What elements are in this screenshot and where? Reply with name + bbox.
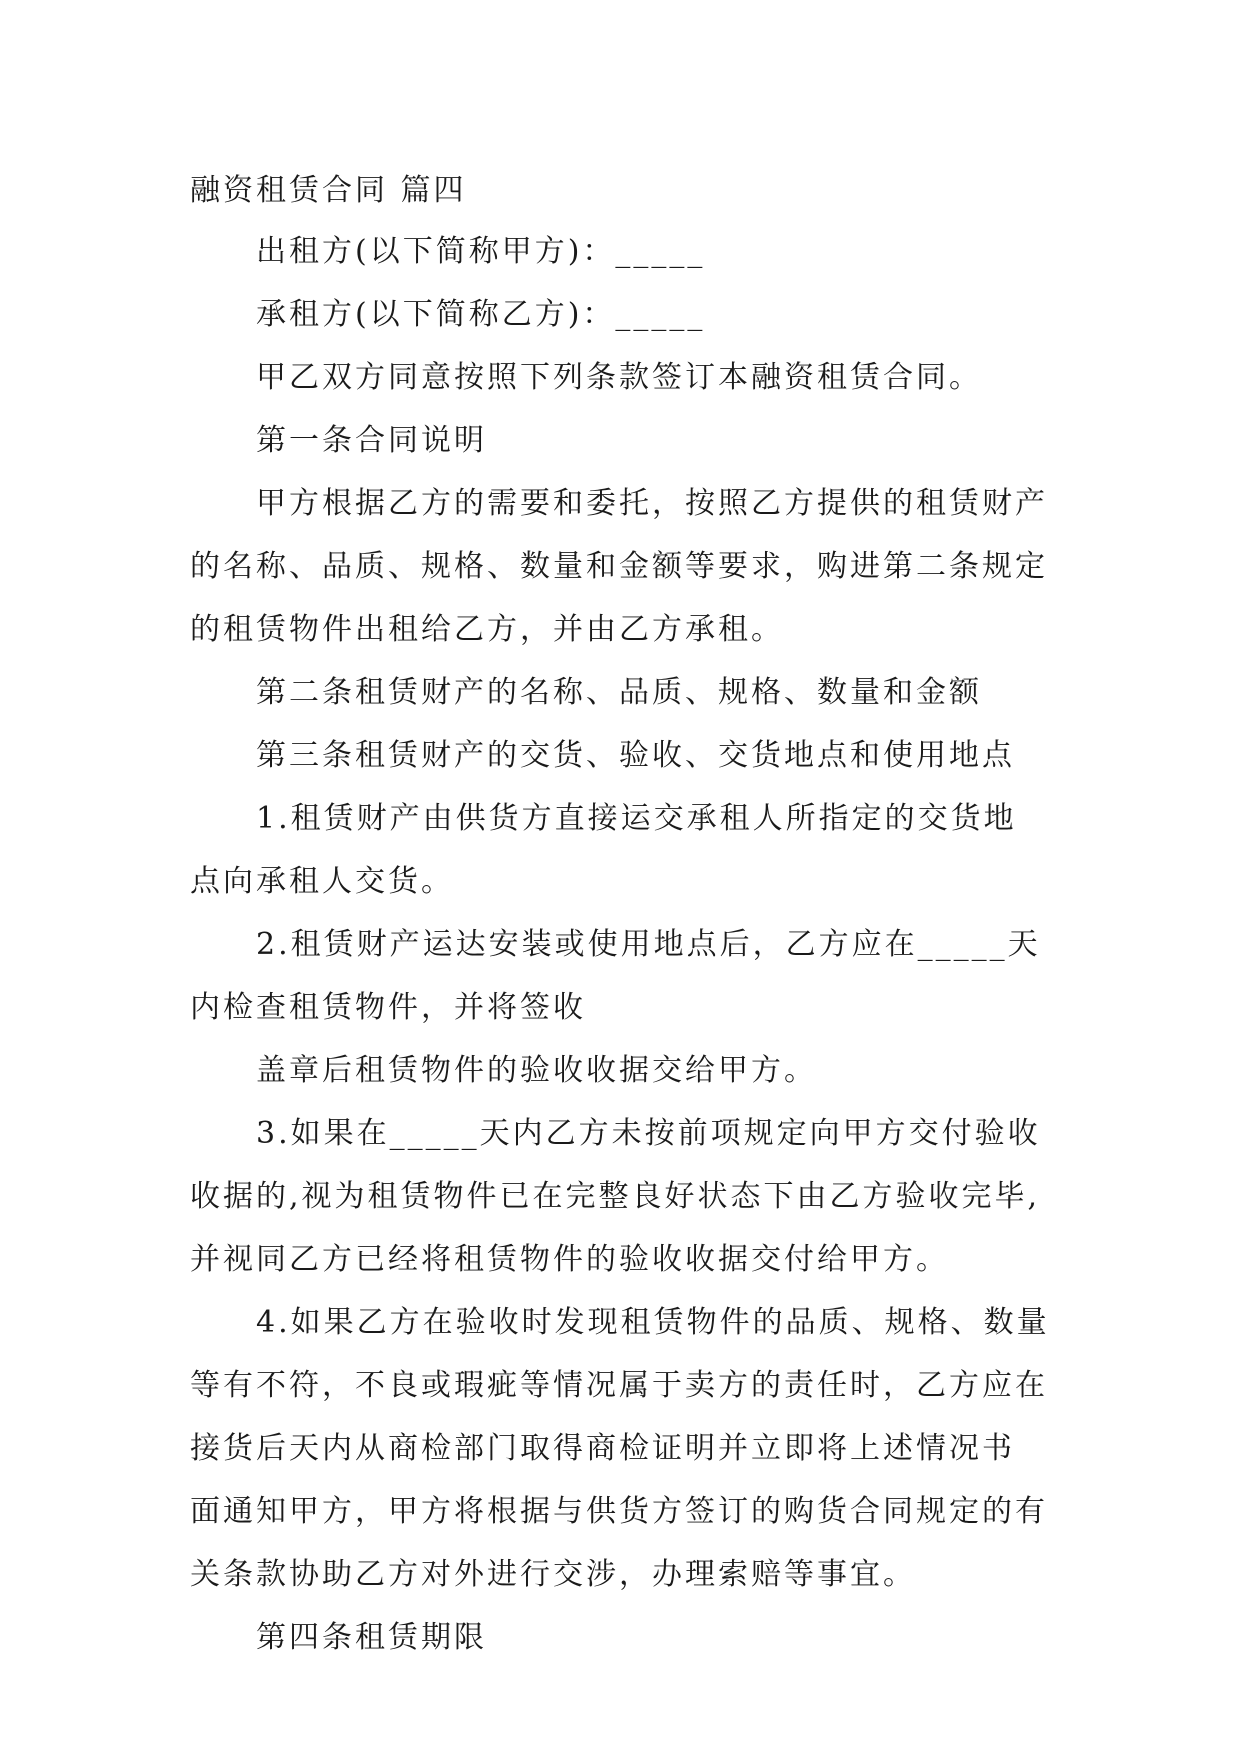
paragraph-line: 内检查租赁物件，并将签收: [190, 990, 586, 1025]
paragraph-line: 收据的,视为租赁物件已在完整良好状态下由乙方验收完毕,: [190, 1179, 1041, 1214]
article-3-heading: 第三条租赁财产的交货、验收、交货地点和使用地点: [256, 738, 1015, 773]
paragraph-line: 的租赁物件出租给乙方，并由乙方承租。: [190, 612, 784, 647]
paragraph-line: 的名称、品质、规格、数量和金额等要求，购进第二条规定: [190, 549, 1048, 584]
paragraph-line: 盖章后租赁物件的验收收据交给甲方。: [256, 1053, 817, 1088]
paragraph-line: 接货后天内从商检部门取得商检证明并立即将上述情况书: [190, 1431, 1015, 1466]
clause-2: 2.租赁财产运达安装或使用地点后，乙方应在_____天: [256, 927, 1041, 962]
article-2-heading: 第二条租赁财产的名称、品质、规格、数量和金额: [256, 675, 982, 710]
paragraph-line: 并视同乙方已经将租赁物件的验收收据交付给甲方。: [190, 1242, 949, 1277]
clause-1: 1.租赁财产由供货方直接运交承租人所指定的交货地: [256, 801, 1017, 836]
document-title: 融资租赁合同 篇四: [190, 173, 467, 208]
paragraph-line: 面通知甲方，甲方将根据与供货方签订的购货合同规定的有: [190, 1494, 1048, 1529]
contract-body: [190, 162, 1056, 1669]
paragraph-line: 点向承租人交货。: [190, 864, 454, 899]
paragraph-line: 甲方根据乙方的需要和委托，按照乙方提供的租赁财产: [256, 486, 1048, 521]
clause-4: 4.如果乙方在验收时发现租赁物件的品质、规格、数量: [256, 1305, 1050, 1340]
paragraph-line: 关条款协助乙方对外进行交涉，办理索赔等事宜。: [190, 1557, 916, 1592]
article-4-heading: 第四条租赁期限: [256, 1620, 487, 1655]
paragraph-line: 等有不符，不良或瑕疵等情况属于卖方的责任时，乙方应在: [190, 1368, 1048, 1403]
clause-3: 3.如果在_____天内乙方未按前项规定向甲方交付验收: [256, 1116, 1041, 1151]
article-1-heading: 第一条合同说明: [256, 423, 487, 458]
lessee-line: 承租方(以下简称乙方)：_____: [256, 297, 706, 332]
agreement-intro: 甲乙双方同意按照下列条款签订本融资租赁合同。: [256, 360, 982, 395]
lessor-line: 出租方(以下简称甲方)：_____: [256, 234, 706, 269]
